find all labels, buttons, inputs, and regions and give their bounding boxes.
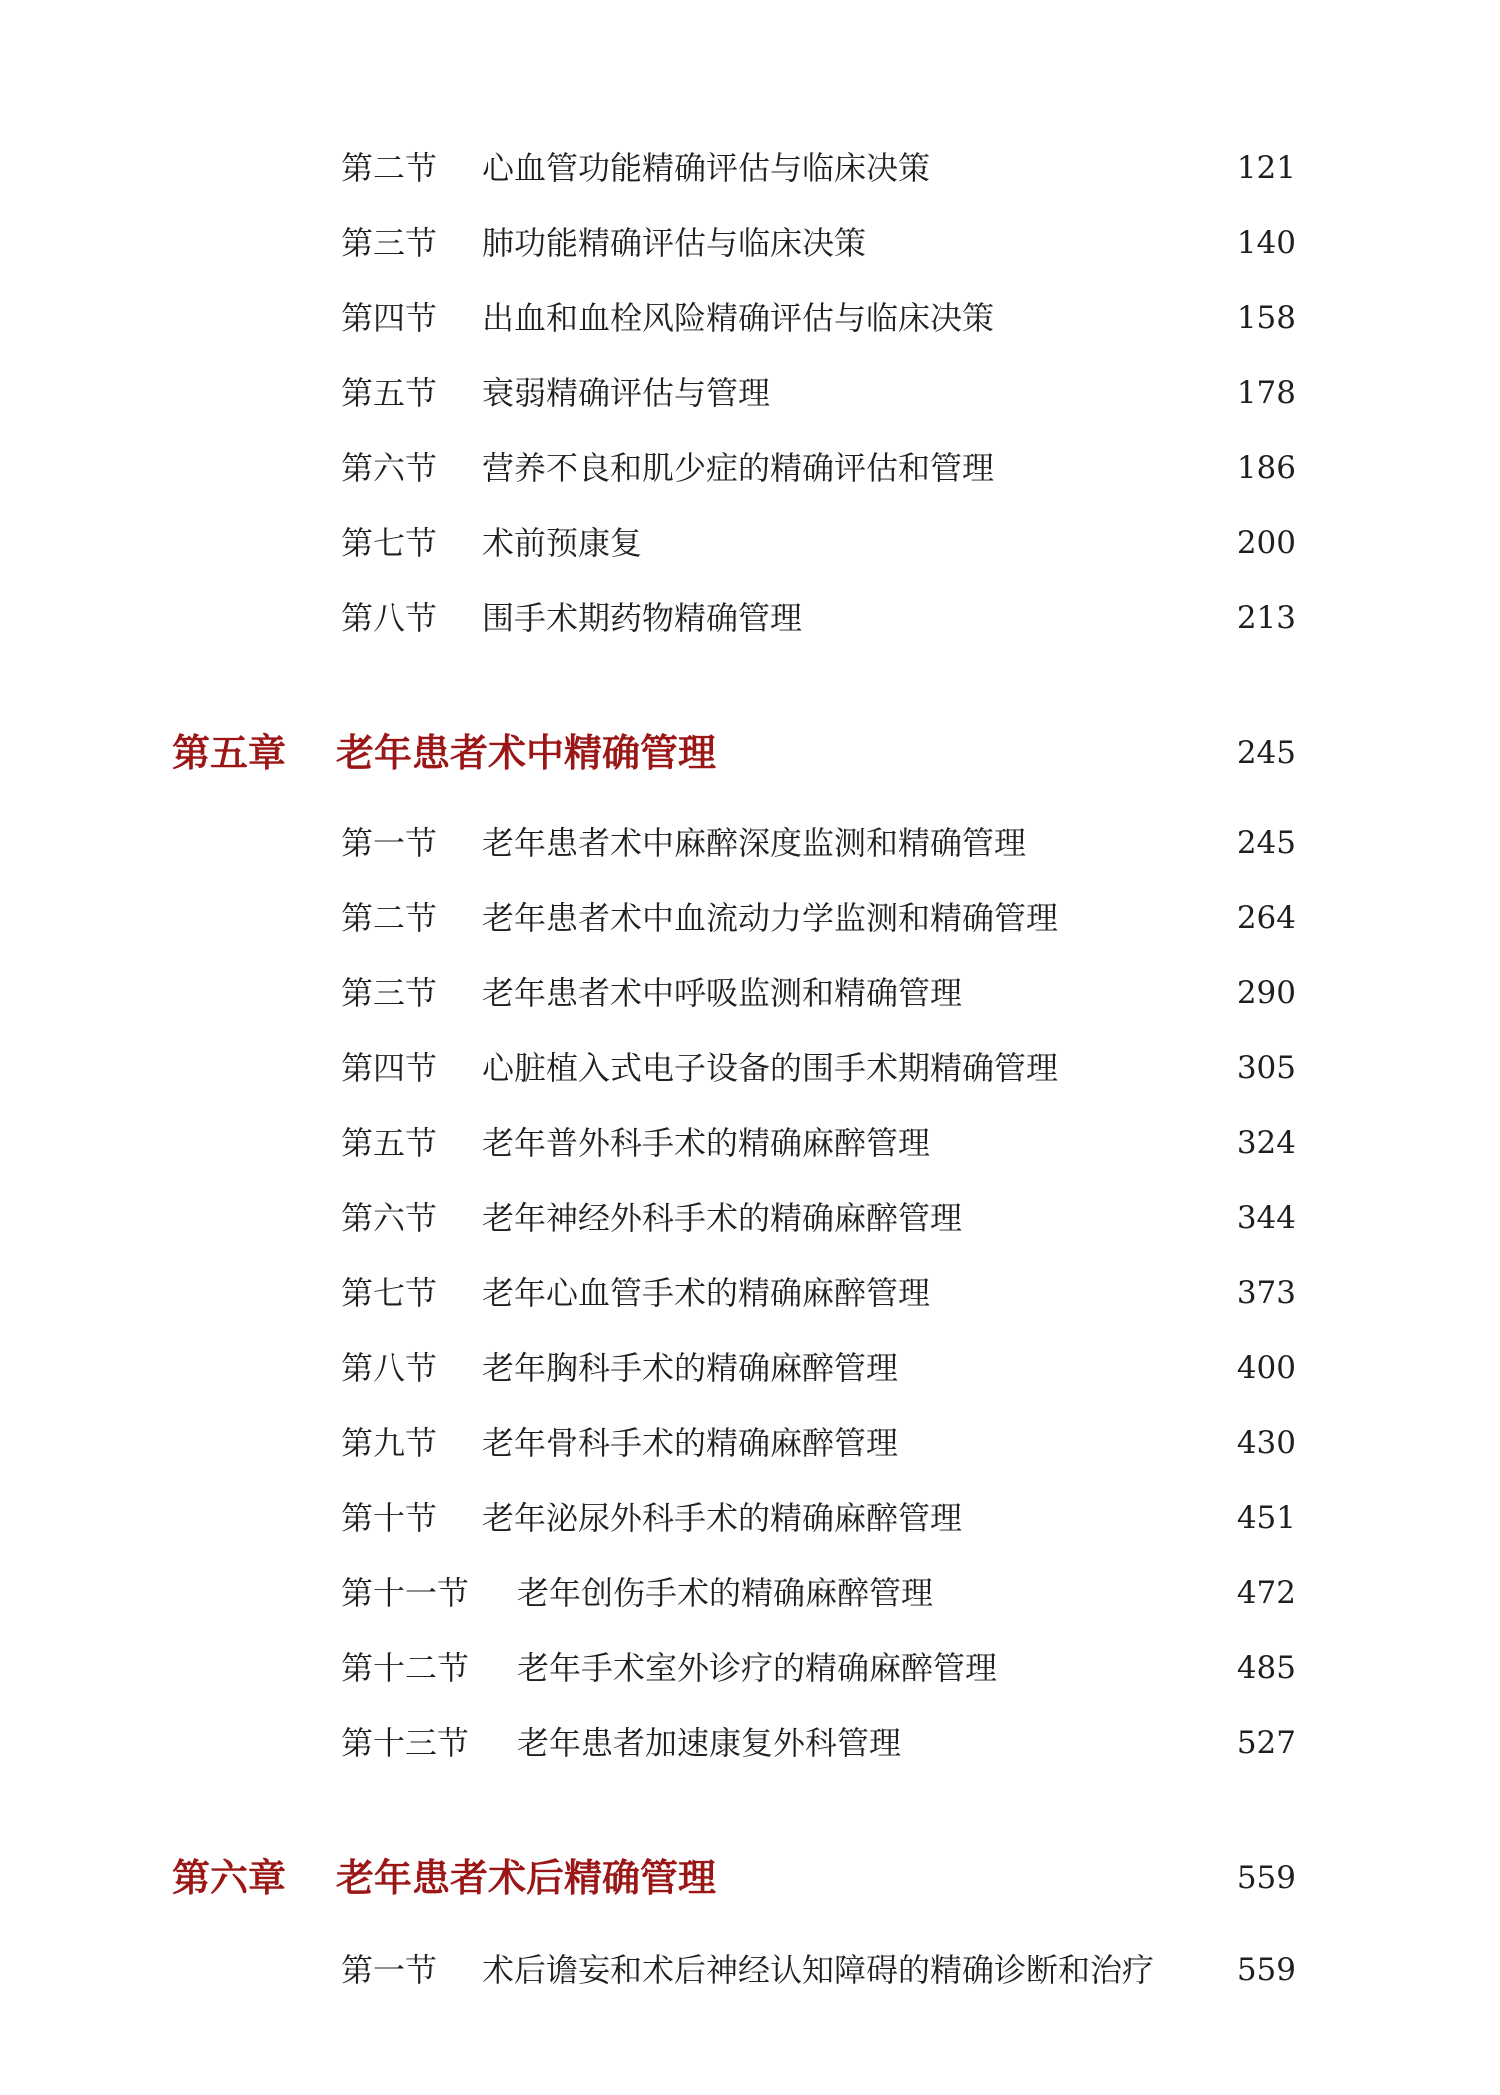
chapter-title: 老年患者术中精确管理 — [336, 731, 717, 775]
section-number: 第六节 — [341, 1199, 438, 1237]
page-number: 305 — [1236, 1050, 1296, 1086]
page-number: 430 — [1236, 1425, 1296, 1461]
section-title: 老年创伤手术的精确麻醉管理 — [517, 1574, 934, 1612]
page-number: 186 — [1236, 450, 1296, 486]
page-number: 245 — [1236, 735, 1296, 771]
section-number: 第二节 — [341, 149, 438, 187]
toc-section-entry[interactable] — [0, 138, 1500, 198]
section-title: 老年骨科手术的精确麻醉管理 — [482, 1424, 899, 1462]
page-number: 324 — [1236, 1125, 1296, 1161]
page-number: 121 — [1236, 150, 1296, 186]
section-title: 老年手术室外诊疗的精确麻醉管理 — [517, 1649, 998, 1687]
section-title: 老年患者术中呼吸监测和精确管理 — [482, 974, 963, 1012]
section-title: 术前预康复 — [482, 524, 643, 562]
page-number: 213 — [1236, 600, 1296, 636]
toc-section-entry[interactable] — [0, 363, 1500, 423]
page-number: 472 — [1236, 1575, 1296, 1611]
section-title: 老年患者术中麻醉深度监测和精确管理 — [482, 824, 1027, 862]
chapter-number: 第六章 — [172, 1856, 287, 1900]
toc-section-entry[interactable] — [0, 438, 1500, 498]
page-number: 245 — [1236, 825, 1296, 861]
section-title: 老年心血管手术的精确麻醉管理 — [482, 1274, 931, 1312]
toc-section-entry[interactable] — [0, 1038, 1500, 1098]
toc-section-entry[interactable] — [0, 1940, 1500, 2000]
section-number: 第十二节 — [341, 1649, 470, 1687]
page-number: 400 — [1236, 1350, 1296, 1386]
toc-chapter-heading[interactable] — [0, 1848, 1500, 1908]
section-number: 第六节 — [341, 449, 438, 487]
section-title: 老年泌尿外科手术的精确麻醉管理 — [482, 1499, 963, 1537]
section-number: 第七节 — [341, 524, 438, 562]
chapter-number: 第五章 — [172, 731, 287, 775]
page-number: 290 — [1236, 975, 1296, 1011]
toc-section-entry[interactable] — [0, 1338, 1500, 1398]
section-number: 第十节 — [341, 1499, 438, 1537]
toc-section-entry[interactable] — [0, 1413, 1500, 1473]
section-title: 肺功能精确评估与临床决策 — [482, 224, 867, 262]
toc-section-entry[interactable] — [0, 813, 1500, 873]
section-title: 心脏植入式电子设备的围手术期精确管理 — [482, 1049, 1059, 1087]
section-number: 第七节 — [341, 1274, 438, 1312]
toc-section-entry[interactable] — [0, 888, 1500, 948]
page-number: 527 — [1236, 1725, 1296, 1761]
toc-section-entry[interactable] — [0, 1188, 1500, 1248]
toc-section-entry[interactable] — [0, 1713, 1500, 1773]
toc-section-entry[interactable] — [0, 1263, 1500, 1323]
section-title: 围手术期药物精确管理 — [482, 599, 803, 637]
page-number: 158 — [1236, 300, 1296, 336]
section-number: 第一节 — [341, 824, 438, 862]
section-title: 术后谵妄和术后神经认知障碍的精确诊断和治疗 — [482, 1951, 1155, 1989]
section-title: 老年胸科手术的精确麻醉管理 — [482, 1349, 899, 1387]
section-number: 第三节 — [341, 224, 438, 262]
toc-section-entry[interactable] — [0, 963, 1500, 1023]
page-number: 140 — [1236, 225, 1296, 261]
page-number: 344 — [1236, 1200, 1296, 1236]
page-number: 485 — [1236, 1650, 1296, 1686]
page-number: 264 — [1236, 900, 1296, 936]
section-number: 第二节 — [341, 899, 438, 937]
page-number: 451 — [1236, 1500, 1296, 1536]
section-title: 老年患者加速康复外科管理 — [517, 1724, 902, 1762]
section-number: 第四节 — [341, 299, 438, 337]
section-title: 老年患者术中血流动力学监测和精确管理 — [482, 899, 1059, 937]
page-number: 373 — [1236, 1275, 1296, 1311]
toc-section-entry[interactable] — [0, 288, 1500, 348]
section-title: 营养不良和肌少症的精确评估和管理 — [482, 449, 995, 487]
page-number: 200 — [1236, 525, 1296, 561]
section-number: 第五节 — [341, 1124, 438, 1162]
section-number: 第八节 — [341, 1349, 438, 1387]
page-number: 559 — [1236, 1952, 1296, 1988]
section-number: 第八节 — [341, 599, 438, 637]
section-number: 第九节 — [341, 1424, 438, 1462]
section-number: 第五节 — [341, 374, 438, 412]
toc-section-entry[interactable] — [0, 1488, 1500, 1548]
toc-section-entry[interactable] — [0, 588, 1500, 648]
section-number: 第四节 — [341, 1049, 438, 1087]
toc-section-entry[interactable] — [0, 513, 1500, 573]
chapter-title: 老年患者术后精确管理 — [336, 1856, 717, 1900]
toc-chapter-heading[interactable] — [0, 723, 1500, 783]
section-number: 第一节 — [341, 1951, 438, 1989]
section-title: 心血管功能精确评估与临床决策 — [482, 149, 931, 187]
section-title: 老年神经外科手术的精确麻醉管理 — [482, 1199, 963, 1237]
page-number: 178 — [1236, 375, 1296, 411]
section-number: 第十一节 — [341, 1574, 470, 1612]
toc-section-entry[interactable] — [0, 213, 1500, 273]
section-number: 第三节 — [341, 974, 438, 1012]
section-number: 第十三节 — [341, 1724, 470, 1762]
toc-section-entry[interactable] — [0, 1563, 1500, 1623]
toc-section-entry[interactable] — [0, 1638, 1500, 1698]
toc-section-entry[interactable] — [0, 1113, 1500, 1173]
section-title: 出血和血栓风险精确评估与临床决策 — [482, 299, 995, 337]
page-number: 559 — [1236, 1860, 1296, 1896]
section-title: 衰弱精确评估与管理 — [482, 374, 771, 412]
section-title: 老年普外科手术的精确麻醉管理 — [482, 1124, 931, 1162]
